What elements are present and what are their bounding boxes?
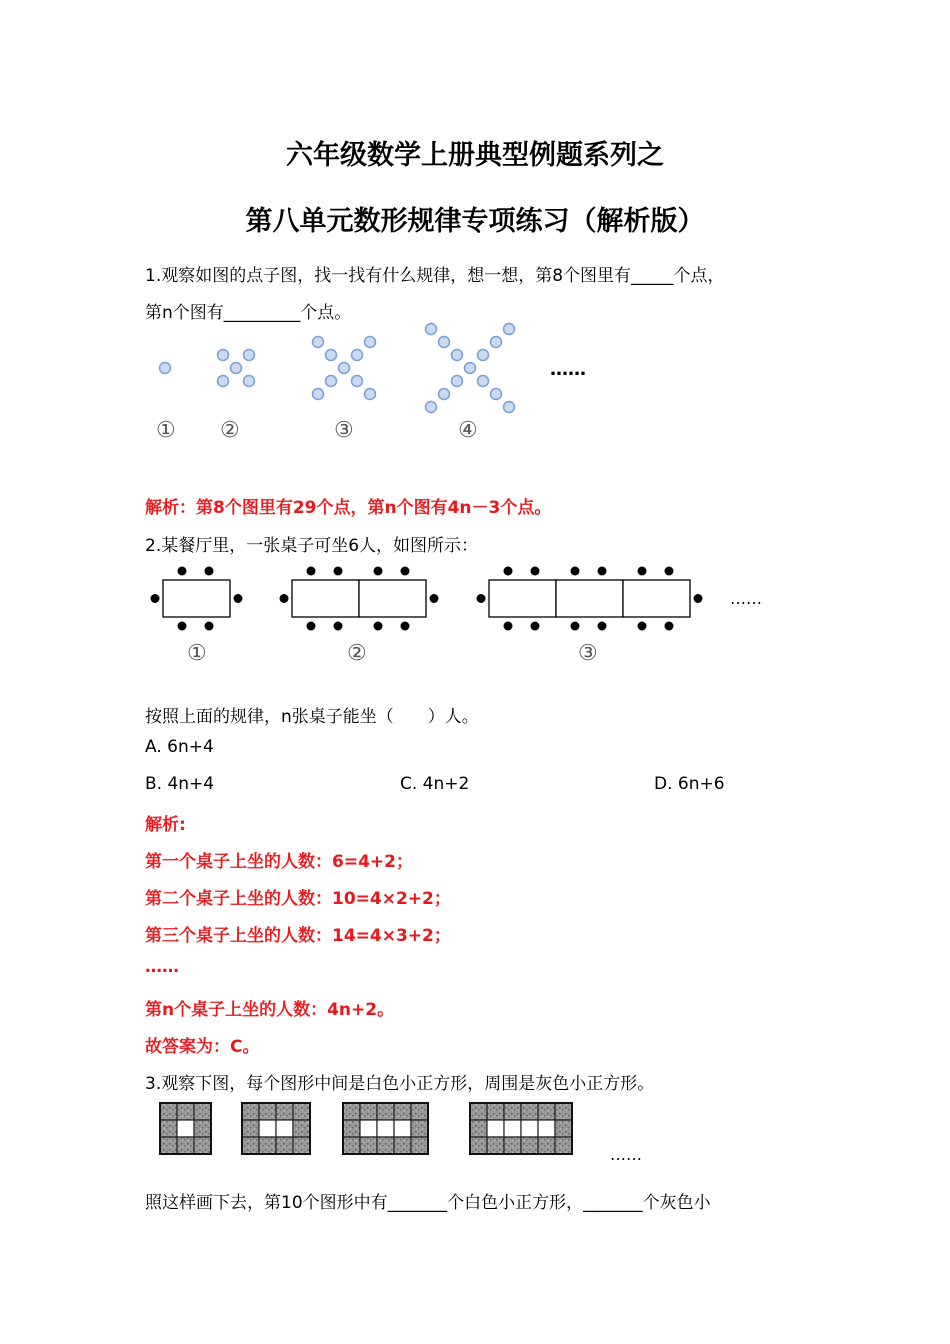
gray-square [521,1103,538,1120]
seat-right [430,594,439,603]
gray-square [160,1103,177,1120]
seat-bottom [205,622,214,631]
gray-square [538,1137,555,1154]
gray-square [487,1103,504,1120]
q2-option-d: D. 6n+6 [654,774,725,794]
seat-top [504,567,513,576]
seat-bottom [178,622,187,631]
gray-square [470,1120,487,1137]
seat-bottom [531,622,540,631]
gray-square [259,1103,276,1120]
gray-square [555,1120,572,1137]
seat-top [205,567,214,576]
q2-ellipsis: …… [730,589,762,608]
gray-square [242,1103,259,1120]
gray-square [411,1120,428,1137]
table-pattern-group [151,567,703,631]
dot-4 [439,389,450,400]
gray-square [276,1137,293,1154]
q2-label-2: ② [347,641,367,666]
q2-text-line-1: 2.某餐厅里，一张桌子可坐6人，如图所示： [145,536,479,556]
table-3 [489,580,556,617]
dot-3 [326,376,337,387]
seat-right [694,594,703,603]
dot-3 [365,337,376,348]
dot-4 [504,324,515,335]
q3-text-line-1: 3.观察下图，每个图形中间是白色小正方形，周围是灰色小正方形。 [145,1074,655,1094]
gray-square [259,1137,276,1154]
q1-label-3: ③ [334,418,354,443]
dot-pattern-group [160,324,515,413]
q1-text-line-1: 1.观察如图的点子图，找一找有什么规律，想一想，第8个图里有_____个点， [145,266,725,286]
gray-square [293,1103,310,1120]
gray-square [194,1137,211,1154]
seat-top [307,567,316,576]
white-square [360,1120,377,1137]
gray-square [160,1120,177,1137]
q2-analysis-line-6: 故答案为：C。 [145,1037,260,1057]
white-square [377,1120,394,1137]
seat-bottom [504,622,513,631]
dot-4 [439,337,450,348]
seat-top [598,567,607,576]
dot-2 [218,350,229,361]
seat-top [531,567,540,576]
dot-4 [478,376,489,387]
dot-4 [491,389,502,400]
square-pattern-group [160,1103,572,1154]
gray-square [177,1103,194,1120]
gray-square [293,1137,310,1154]
gray-square [504,1137,521,1154]
gray-square [242,1120,259,1137]
gray-square [487,1137,504,1154]
q2-question: 按照上面的规律，n张桌子能坐（ ）人。 [145,707,479,727]
title-line-2: 第八单元数形规律专项练习（解析版） [245,206,705,237]
seat-top [571,567,580,576]
dot-4 [426,402,437,413]
table-2 [359,580,426,617]
seat-bottom [598,622,607,631]
dot-3 [365,389,376,400]
q1-label-1: ① [156,418,176,443]
table-2 [292,580,359,617]
q2-label-3: ③ [578,641,598,666]
gray-square [504,1103,521,1120]
gray-square [470,1103,487,1120]
q2-table-figures [0,560,950,670]
seat-bottom [571,622,580,631]
q2-analysis-line-4: …… [145,957,179,977]
gray-square [194,1120,211,1137]
seat-left [151,594,160,603]
gray-square [343,1137,360,1154]
dot-2 [244,376,255,387]
gray-square [411,1137,428,1154]
gray-square [411,1103,428,1120]
gray-square [360,1103,377,1120]
q2-option-a: A. 6n+4 [145,737,214,757]
q1-label-2: ② [220,418,240,443]
seat-top [334,567,343,576]
dot-2 [218,376,229,387]
dot-4 [465,363,476,374]
white-square [521,1120,538,1137]
gray-square [343,1120,360,1137]
gray-square [394,1103,411,1120]
q2-analysis-label: 解析: [145,815,186,835]
q3-text-line-2: 照这样画下去，第10个图形中有_______个白色小正方形，_______个灰色小 [145,1193,711,1213]
table-3 [556,580,623,617]
white-square [394,1120,411,1137]
gray-square [194,1103,211,1120]
seat-left [280,594,289,603]
seat-top [374,567,383,576]
q2-option-c: C. 4n+2 [400,774,470,794]
dot-3 [313,389,324,400]
q1-text-line-2: 第n个图有_________个点。 [145,303,352,323]
gray-square [360,1137,377,1154]
q2-analysis-line-2: 第二个桌子上坐的人数：10=4×2+2； [145,889,451,909]
dot-2 [244,350,255,361]
gray-square [276,1103,293,1120]
gray-square [555,1103,572,1120]
dot-3 [339,363,350,374]
title-line-1: 六年级数学上册典型例题系列之 [286,140,664,171]
dot-4 [426,324,437,335]
dot-3 [352,350,363,361]
q2-analysis-line-3: 第三个桌子上坐的人数：14=4×3+2； [145,926,451,946]
gray-square [394,1137,411,1154]
dot-2 [231,363,242,374]
seat-left [477,594,486,603]
q2-analysis-line-5: 第n个桌子上坐的人数：4n+2。 [145,1000,395,1020]
q1-answer: 解析：第8个图里有29个点，第n个图有4n－3个点。 [145,498,552,518]
seat-bottom [307,622,316,631]
q1-ellipsis: …… [550,359,586,380]
seat-top [665,567,674,576]
white-square [259,1120,276,1137]
gray-square [177,1137,194,1154]
dot-1 [160,363,171,374]
gray-square [521,1137,538,1154]
gray-square [555,1137,572,1154]
dot-4 [478,350,489,361]
gray-square [293,1120,310,1137]
seat-top [638,567,647,576]
seat-bottom [374,622,383,631]
q2-label-1: ① [187,641,207,666]
dot-4 [491,337,502,348]
white-square [177,1120,194,1137]
seat-top [178,567,187,576]
gray-square [470,1137,487,1154]
q3-square-figures [0,1100,950,1170]
dot-3 [352,376,363,387]
q3-ellipsis: …… [610,1145,642,1164]
gray-square [377,1103,394,1120]
q2-option-b: B. 4n+4 [145,774,215,794]
table-1 [163,580,230,617]
seat-bottom [401,622,410,631]
white-square [487,1120,504,1137]
gray-square [242,1137,259,1154]
white-square [504,1120,521,1137]
seat-right [234,594,243,603]
dot-4 [452,376,463,387]
dot-4 [504,402,515,413]
white-square [538,1120,555,1137]
q1-dot-figures [0,325,950,445]
seat-bottom [665,622,674,631]
seat-bottom [638,622,647,631]
q2-analysis-line-1: 第一个桌子上坐的人数：6=4+2； [145,852,413,872]
dot-3 [313,337,324,348]
q1-label-4: ④ [458,418,478,443]
table-3 [623,580,690,617]
seat-top [401,567,410,576]
white-square [276,1120,293,1137]
gray-square [160,1137,177,1154]
gray-square [377,1137,394,1154]
gray-square [343,1103,360,1120]
gray-square [538,1103,555,1120]
dot-3 [326,350,337,361]
dot-4 [452,350,463,361]
seat-bottom [334,622,343,631]
